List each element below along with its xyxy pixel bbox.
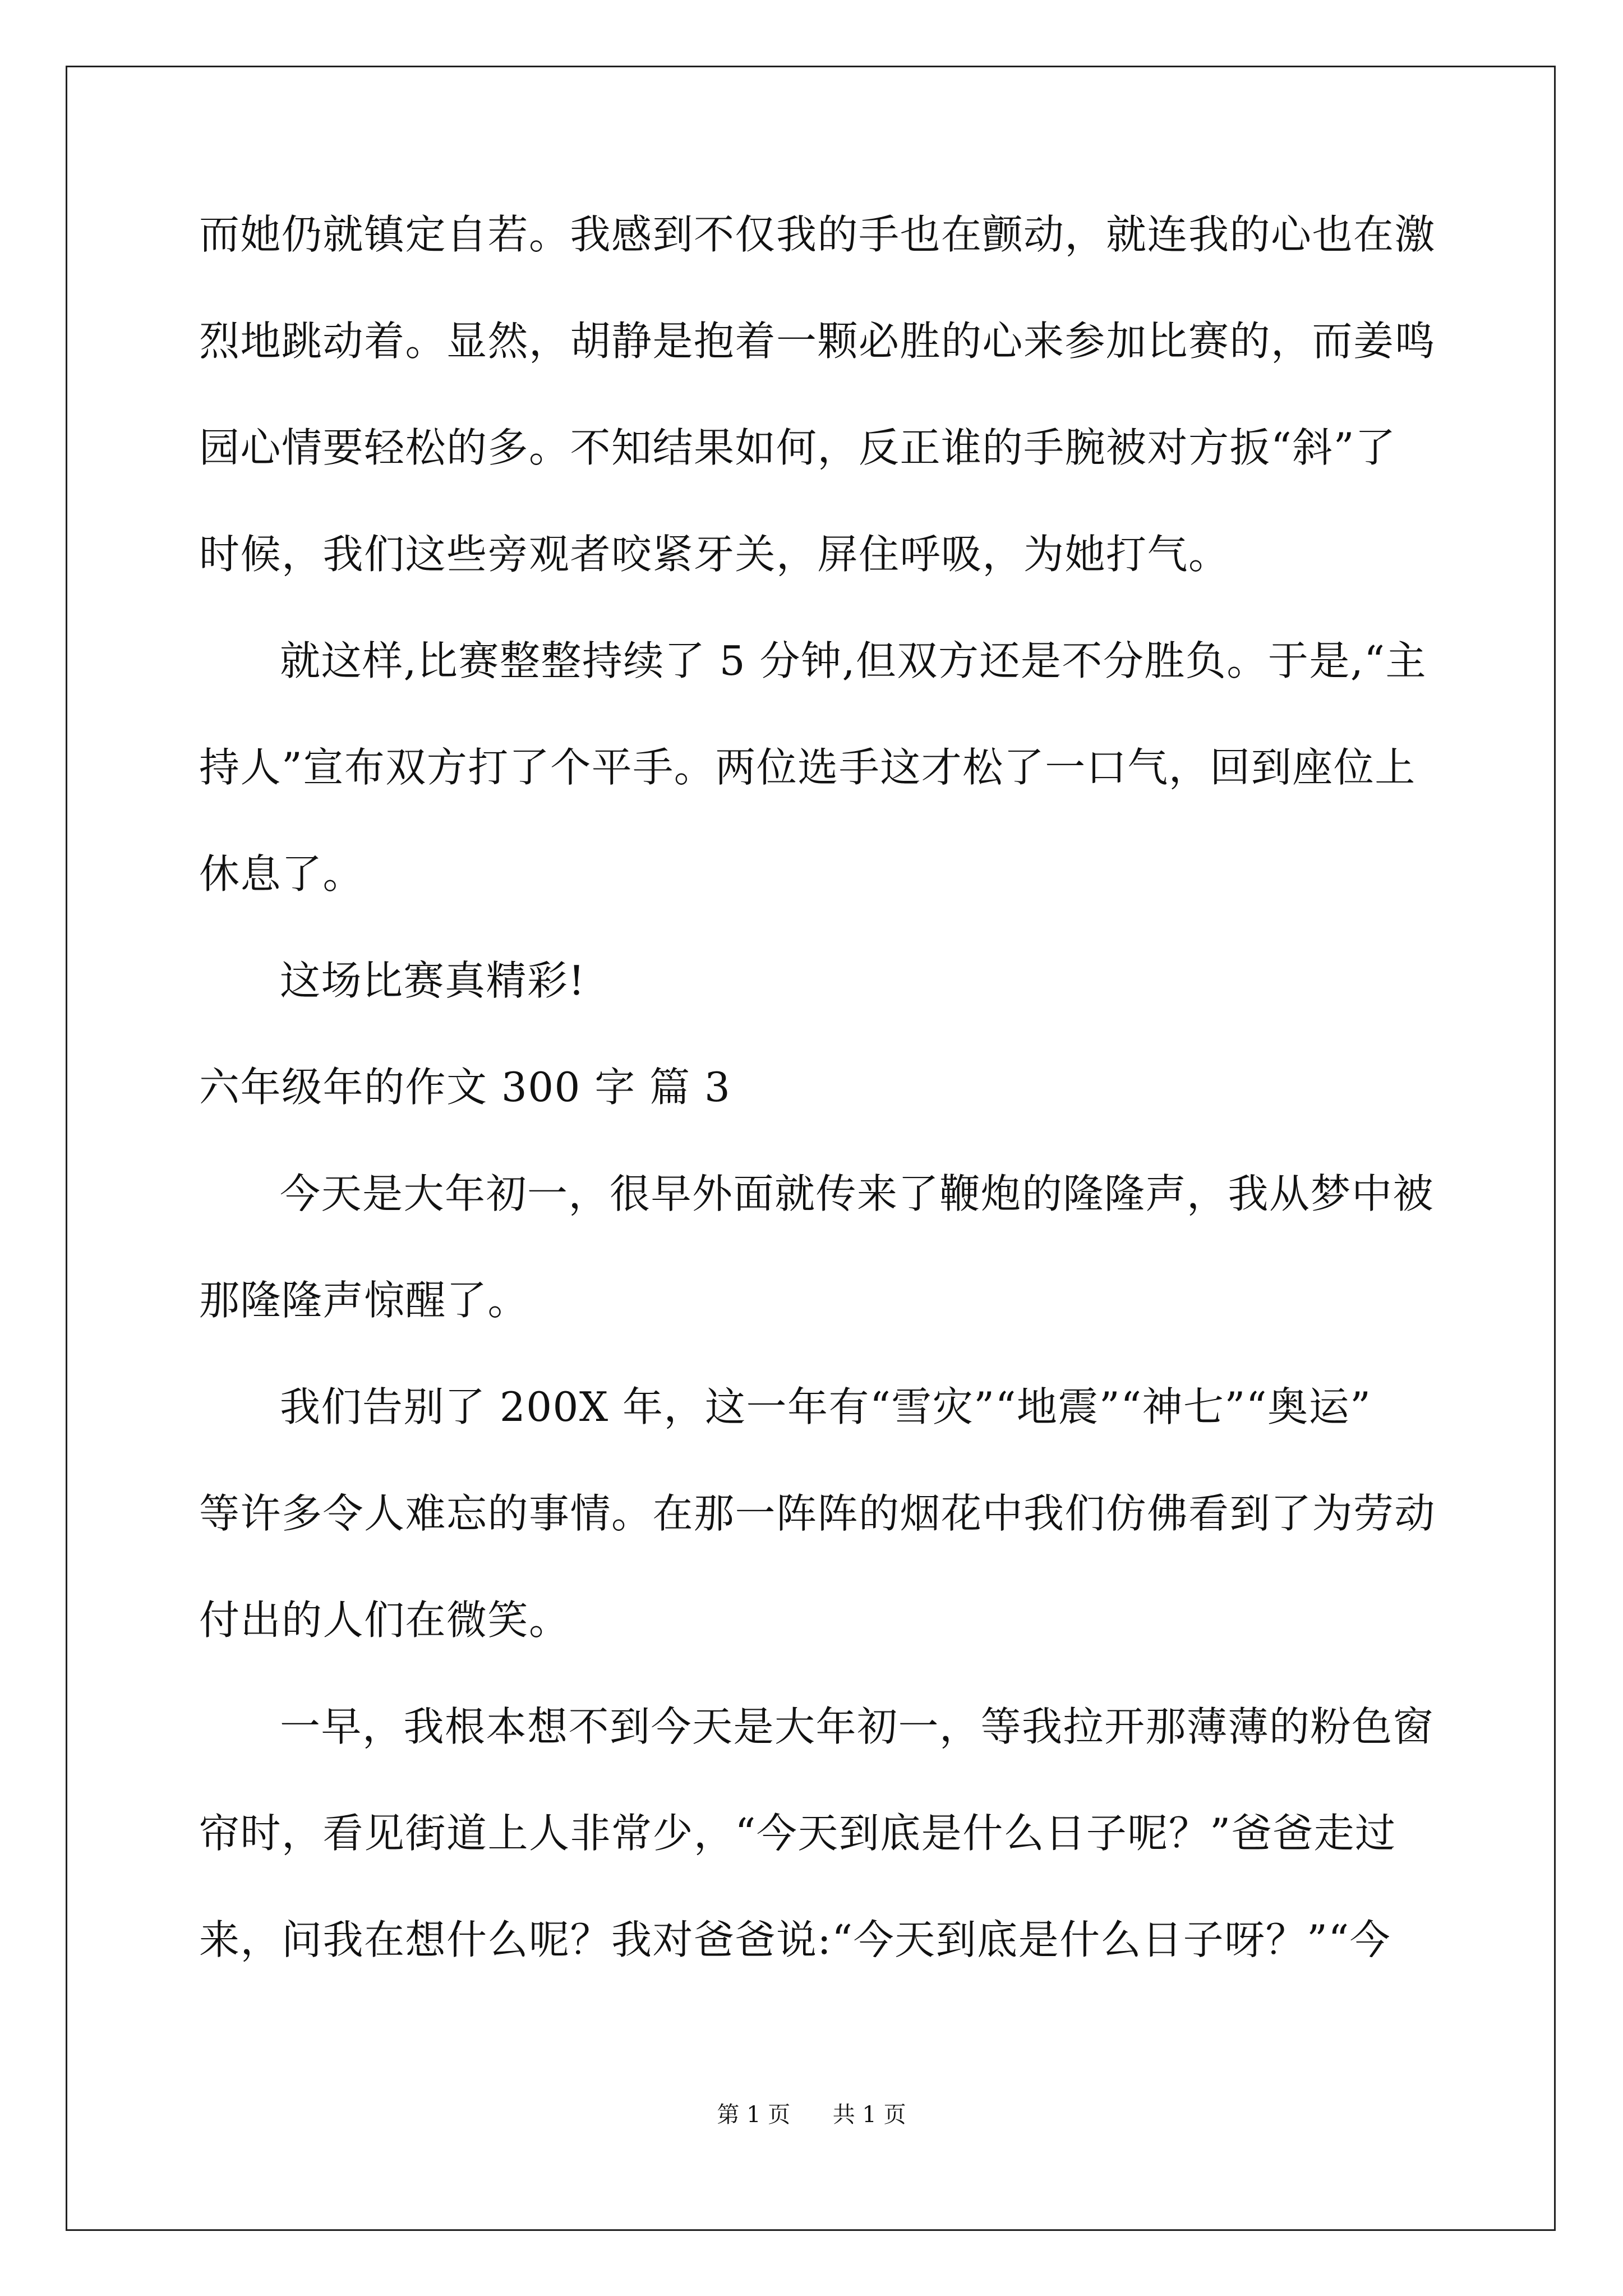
text-line: 今天是大年初一，很早外面就传来了鞭炮的隆隆声，我从梦中被 [280,1170,1435,1217]
text-line: 来，问我在想什么呢？我对爸爸说:“今天到底是什么日子呀？”“今 [199,1916,1391,1963]
text-line: 持人”宣布双方打了个平手。两位选手这才松了一口气，回到座位上 [199,744,1416,791]
page-total: 共 1 页 [832,2102,906,2128]
document-body [199,208,1436,1967]
text-line: 帘时，看见街道上人非常少，“今天到底是什么日子呢？”爸爸走过 [199,1810,1396,1857]
text-line: 而她仍就镇定自若。我感到不仅我的手也在颤动，就连我的心也在激 [199,211,1436,258]
text-line: 付出的人们在微笑。 [199,1596,570,1644]
text-line: 烈地跳动着。显然，胡静是抱着一颗必胜的心来参加比赛的，而姜鸣 [199,318,1436,365]
text-line: 我们告别了 200X 年，这一年有“雪灾”“地震”“神七”“奥运” [280,1383,1372,1430]
text-line: 那隆隆声惊醒了。 [199,1277,529,1324]
text-line: 一早，我根本想不到今天是大年初一，等我拉开那薄薄的粉色窗 [280,1703,1435,1750]
text-line: 时候，我们这些旁观者咬紧牙关，屏住呼吸，为她打气。 [199,531,1230,578]
text-line: 园心情要轻松的多。不知结果如何，反正谁的手腕被对方扳“斜”了 [199,424,1396,471]
text-line: 休息了。 [199,850,365,898]
text-line: 等许多令人难忘的事情。在那一阵阵的烟花中我们仿佛看到了为劳动 [199,1490,1436,1537]
page-footer [0,2101,1623,2129]
section-heading: 六年级年的作文 300 字 篇 3 [199,1064,731,1111]
text-line: 就这样,比赛整整持续了 5 分钟,但双方还是不分胜负。于是,“主 [280,637,1427,684]
text-line: 这场比赛真精彩! [280,957,585,1004]
page-number: 第 1 页 [717,2102,791,2128]
